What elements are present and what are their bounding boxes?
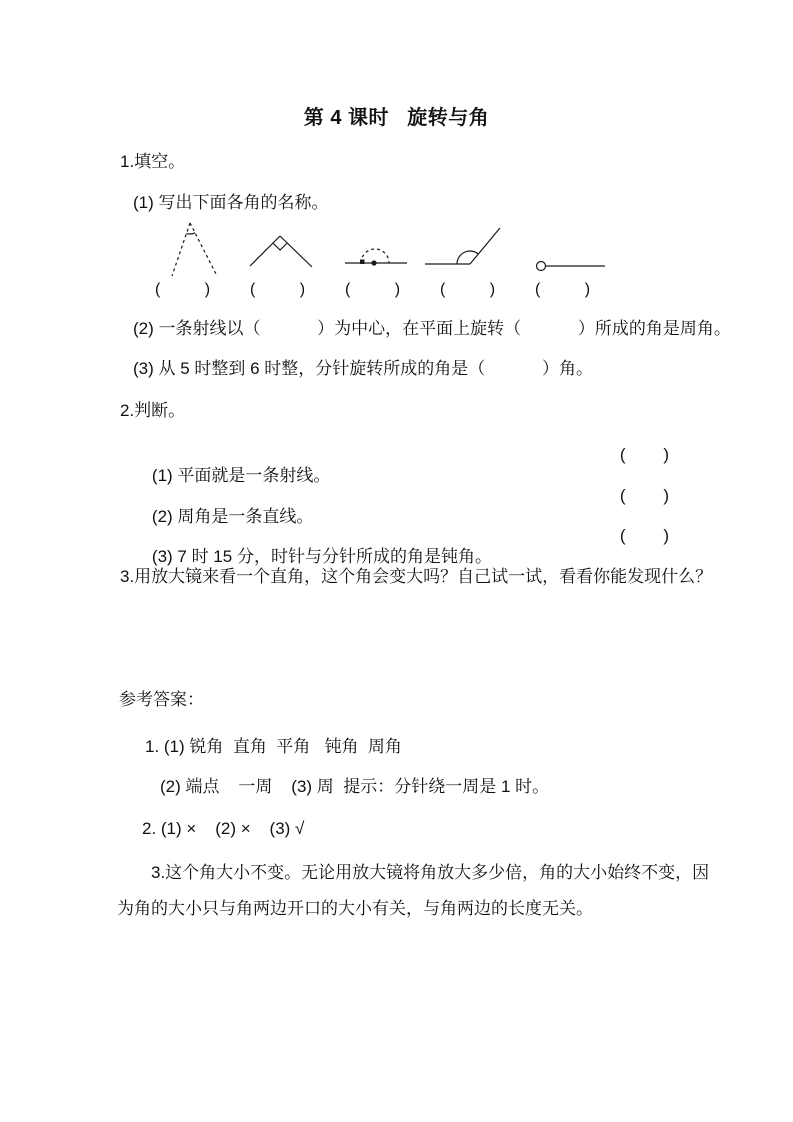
answers-heading: 参考答案：	[119, 690, 204, 709]
answer-blank: ( )	[344, 281, 401, 298]
acute-angle-diagram	[135, 215, 230, 279]
q1-item2: (2) 一条射线以（ ）为中心，在平面上旋转（ ）所成的角是周角。	[133, 319, 731, 338]
answer-blank: ( )	[154, 281, 211, 298]
q1-item3: (3) 从 5 时整到 6 时整，分针旋转所成的角是（ ）角。	[133, 359, 593, 378]
answer-blank: ( )	[534, 281, 591, 298]
judge-item-2-blank: ( )	[619, 486, 669, 505]
answer-blank: ( )	[439, 281, 496, 298]
answers-line-3: 2. (1) × (2) × (3) √	[142, 819, 305, 838]
judge-item-1-blank: ( )	[619, 445, 669, 464]
figure-right-angle	[230, 215, 325, 299]
judge-item-3-blank: ( )	[619, 526, 669, 545]
page-title: 第 4 课时 旋转与角	[303, 107, 490, 129]
q1-heading: 1.填空。	[120, 152, 186, 171]
figure-acute-angle	[135, 215, 230, 299]
angle-figures-row	[135, 215, 610, 299]
figure-round-angle	[515, 215, 610, 299]
judge-item-2-text: (2) 周角是一条直线。	[151, 507, 314, 527]
figure-straight-angle	[325, 215, 420, 299]
round-angle-diagram	[515, 215, 610, 279]
q3-text: 3.用放大镜来看一个直角，这个角会变大吗？自己试一试，看看你能发现什么？	[120, 567, 713, 586]
judge-item-1-text: (1) 平面就是一条射线。	[151, 466, 331, 486]
judge-item-3-text: (3) 7 时 15 分，时针与分针所成的角是钝角。	[151, 547, 492, 567]
answers-paragraph3-line-2: 为角的大小只与角两边开口的大小有关，与角两边的长度无关。	[117, 899, 593, 918]
figure-obtuse-angle	[420, 215, 515, 299]
q1-item1-label: (1) 写出下面各角的名称。	[133, 193, 329, 212]
q2-heading: 2.判断。	[120, 401, 186, 420]
right-angle-diagram	[230, 215, 325, 279]
obtuse-angle-diagram	[420, 215, 515, 279]
answer-blank: ( )	[249, 281, 306, 298]
answers-paragraph3-line-1: 3.这个角大小不变。无论用放大镜将角放大多少倍，角的大小始终不变，因	[151, 863, 710, 882]
straight-angle-diagram	[325, 215, 420, 279]
answers-line-1: 1. (1) 锐角 直角 平角 钝角 周角	[145, 737, 402, 756]
answers-line-2: (2) 端点 一周 (3) 周 提示：分针绕一周是 1 时。	[160, 777, 550, 796]
